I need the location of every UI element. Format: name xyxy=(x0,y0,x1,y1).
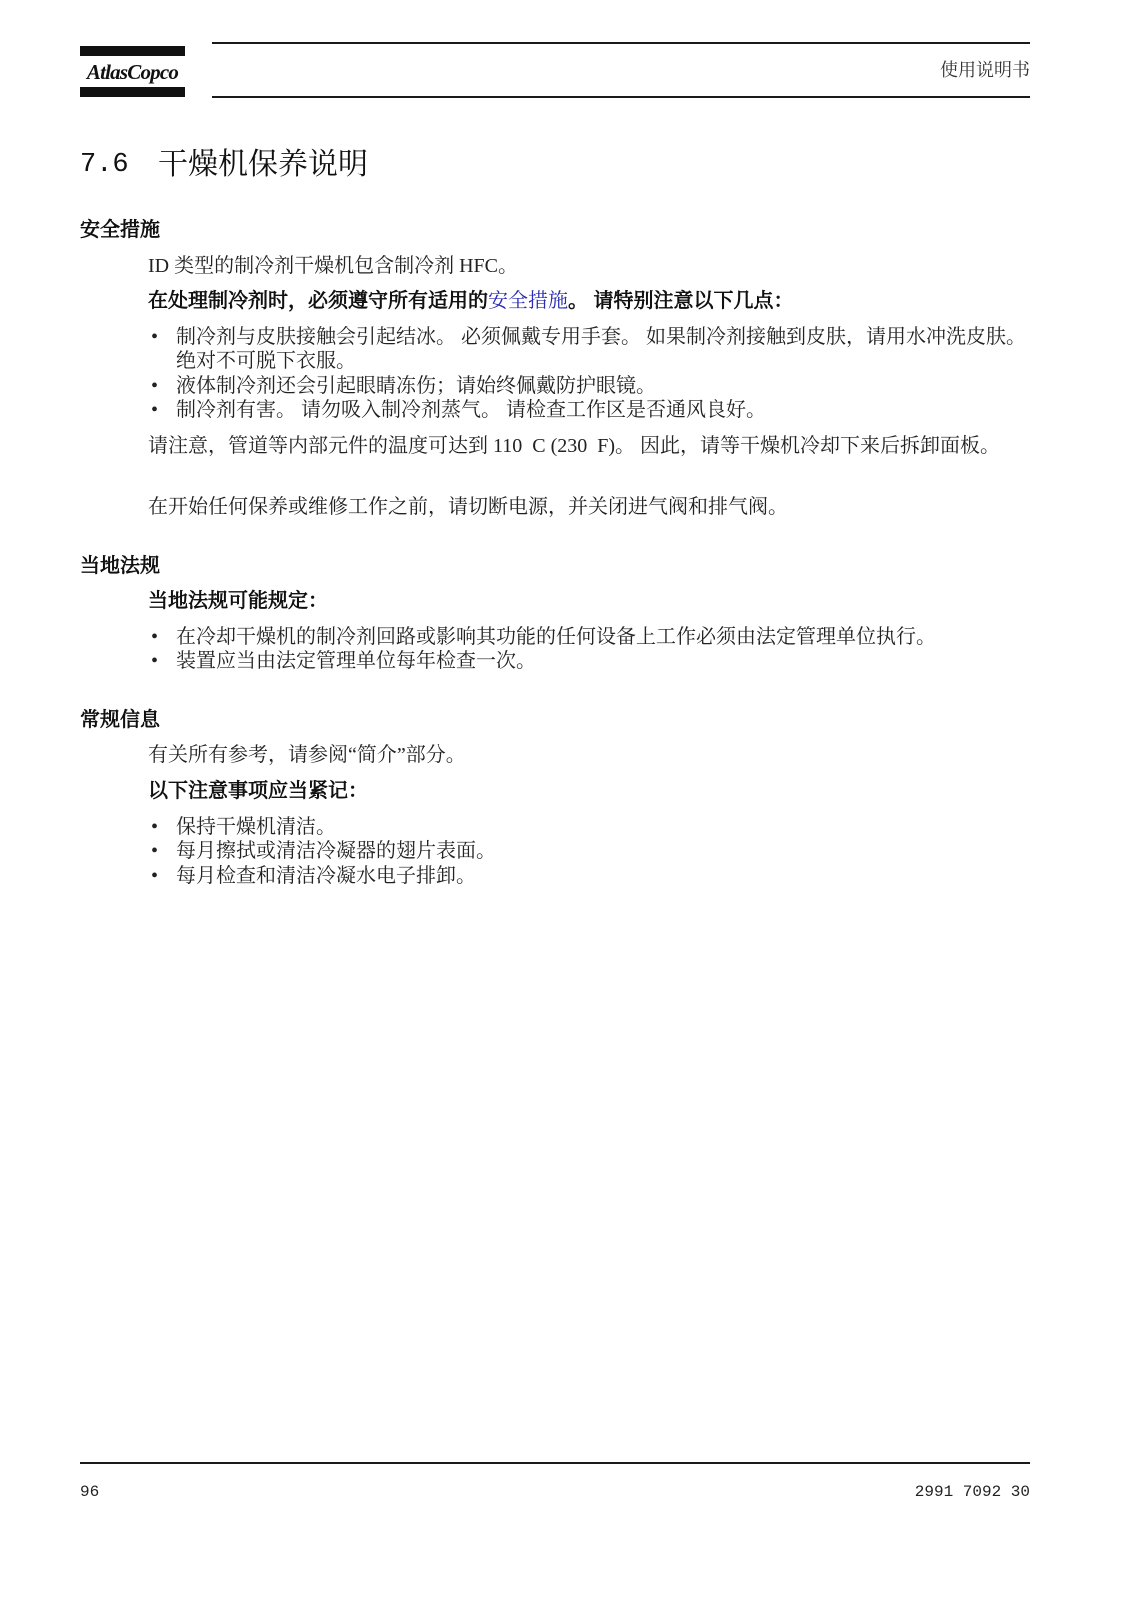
atlas-copco-logo xyxy=(80,46,185,98)
list-item xyxy=(148,864,1030,888)
list-item-text: 保持干燥机清洁。 xyxy=(176,816,336,838)
safety-lead xyxy=(148,289,1030,313)
regulations-heading: 当地法规 xyxy=(80,555,160,577)
logo-bottom-bar xyxy=(80,87,185,97)
bullet-icon: • xyxy=(151,626,159,648)
safety-bullet-list xyxy=(148,325,1030,423)
section-number: 7.6 xyxy=(80,150,129,180)
general-bullet-list xyxy=(148,815,1030,888)
document-number: 2991 7092 30 xyxy=(914,1483,1030,1501)
bullet-icon: • xyxy=(151,840,159,863)
list-item xyxy=(148,398,1030,422)
list-item xyxy=(148,325,1030,374)
list-item-text: 每月擦拭或清洁冷凝器的翅片表面。 xyxy=(176,840,496,863)
safety-lead-text: 在处理制冷剂时，必须遵守所有适用的 xyxy=(148,290,488,312)
header-top-rule xyxy=(212,42,1030,44)
list-item-text: 制冷剂与皮肤接触会引起结冰。 必须佩戴专用手套。 如果制冷剂接触到皮肤，请用水冲洗皮肤。 绝对不可脱下衣服。 xyxy=(176,326,1026,373)
safety-intro: ID 类型的制冷剂干燥机包含制冷剂 HFC。 xyxy=(148,255,519,277)
header-bottom-rule xyxy=(212,96,1030,98)
reference-note: 有关所有参考，请参阅“简介”部分。 xyxy=(148,744,466,766)
logo-wordmark: AtlasCopco xyxy=(86,60,179,84)
list-item-text: 装置应当由法定管理单位每年检查一次。 xyxy=(176,650,536,673)
power-off-note: 在开始任何保养或维修工作之前，请切断电源，并关闭进气阀和排气阀。 xyxy=(148,496,788,518)
safety-measures-link[interactable]: 安全措施 xyxy=(488,290,568,312)
general-lead: 以下注意事项应当紧记： xyxy=(148,780,368,802)
list-item-text: 制冷剂有害。 请勿吸入制冷剂蒸气。 请检查工作区是否通风良好。 xyxy=(176,399,766,422)
bullet-icon: • xyxy=(151,374,159,397)
regulations-lead: 当地法规可能规定： xyxy=(148,590,328,612)
page-title: 干燥机保养说明 xyxy=(158,148,368,181)
list-item xyxy=(148,374,1030,398)
bullet-icon: • xyxy=(151,864,159,887)
document-type: 使用说明书 xyxy=(940,60,1030,80)
list-item xyxy=(148,649,1030,673)
bullet-icon: • xyxy=(151,816,159,838)
bullet-icon: • xyxy=(151,650,159,673)
bullet-icon: • xyxy=(151,399,159,422)
list-item-text: 在冷却干燥机的制冷剂回路或影响其功能的任何设备上工作必须由法定管理单位执行。 xyxy=(176,626,936,648)
safety-heading: 安全措施 xyxy=(80,219,160,241)
list-item-text: 液体制冷剂还会引起眼睛冻伤；请始终佩戴防护眼镜。 xyxy=(176,374,656,397)
list-item xyxy=(148,625,1030,649)
page-number: 96 xyxy=(80,1483,100,1501)
logo-top-bar xyxy=(80,46,185,56)
bullet-icon: • xyxy=(151,326,159,348)
list-item xyxy=(148,815,1030,839)
list-item xyxy=(148,839,1030,863)
safety-lead-tail: 。 请特别注意以下几点： xyxy=(568,290,794,312)
general-heading: 常规信息 xyxy=(80,709,160,731)
regulations-bullet-list xyxy=(148,625,1030,674)
list-item-text: 每月检查和清洁冷凝水电子排卸。 xyxy=(176,864,476,887)
temperature-note: 请注意，管道等内部元件的温度可达到 110 C (230 F)。 因此，请等干燥机冷却下来后拆卸面板。 xyxy=(148,435,1001,457)
footer-rule xyxy=(80,1462,1030,1464)
